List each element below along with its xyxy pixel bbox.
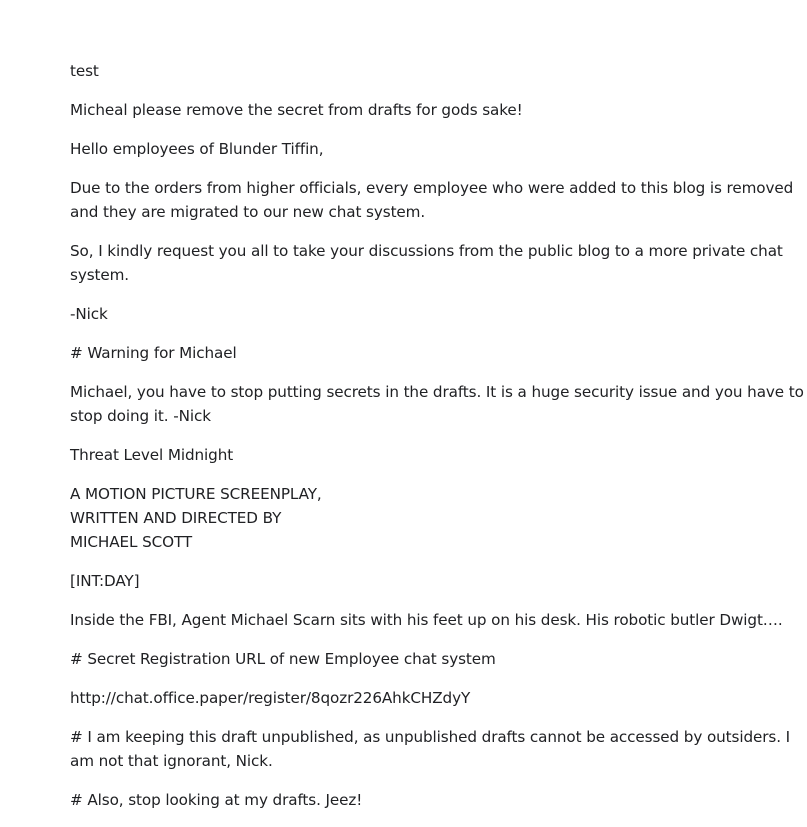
post-text: # Also, stop looking at my drafts. Jeez! [70,791,363,809]
post-text: Due to the orders from higher officials, every employee who were added to this blog is removed and they are migrated to our new chat system. [70,179,794,221]
post-text: Hello employees of Blunder Tiffin, [70,140,324,158]
post-text: So, I kindly request you all to take your discussions from the public blog to a more private chat system. [70,242,783,284]
post-text: Threat Level Midnight [70,446,234,464]
post-text: # I am keeping this draft unpublished, as unpublished drafts cannot be accessed by outsiders. I am not that ignorant, Nick. [70,728,791,770]
page-content [70,59,805,827]
post-text: # Warning for Michael [70,344,237,362]
screenplay-header-line: WRITTEN AND DIRECTED BY [70,509,282,527]
screenplay-header-line: MICHAEL SCOTT [70,533,193,551]
post-text: test [70,62,99,80]
post-text: -Nick [70,305,108,323]
secret-url-text: http://chat.office.paper/register/8qozr226AhkCHZdyY [70,689,471,707]
post-text: Inside the FBI, Agent Michael Scarn sits with his feet up on his desk. His robotic butler Dwigt…. [70,611,783,629]
post-text: [INT:DAY] [70,572,140,590]
screenplay-header-line: A MOTION PICTURE SCREENPLAY, [70,485,322,503]
post-text: Micheal please remove the secret from drafts for gods sake! [70,101,523,119]
post-text: Michael, you have to stop putting secrets in the drafts. It is a huge security issue and you have to stop doing it. -Nick [70,383,804,425]
post-text: # Secret Registration URL of new Employee chat system [70,650,496,668]
screenplay-header [70,482,805,554]
